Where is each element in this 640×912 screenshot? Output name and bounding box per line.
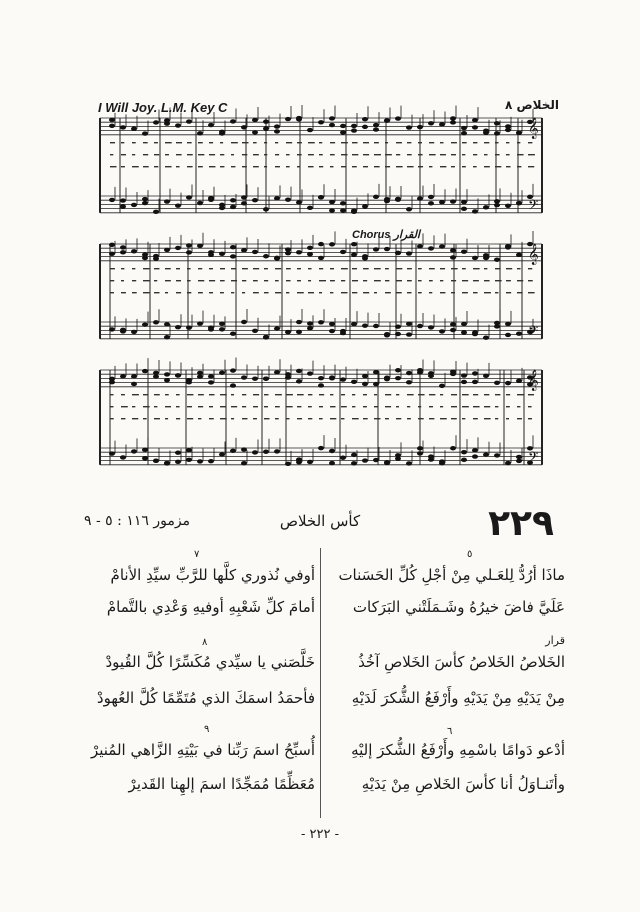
page-number: - ٢٢٢ - — [300, 827, 339, 842]
lyric-line: ماذَا أرُدُّ لِلعَـلي مِنْ أجْلِ كُلِّ الحَسَنات — [338, 566, 565, 584]
svg-text:𝄞: 𝄞 — [528, 370, 539, 391]
svg-text:𝄢: 𝄢 — [528, 323, 539, 342]
svg-text:𝄞: 𝄞 — [528, 244, 539, 265]
lyric-line: عَلَيَّ فاضَ خيرُهُ وشَـمَلَتْني البَرَكات — [352, 598, 565, 616]
verse-number: ٩ — [204, 724, 210, 735]
lyric-line: وأتَنـاوَلُ أنا كأسَ الخَلاصِ مِنْ يَدَيْهِ — [361, 775, 565, 793]
verse-number: ٧ — [194, 549, 200, 560]
chorus-label: قرار — [545, 634, 565, 647]
lyric-line: أمامَ كلِّ شَعْبِهِ أوفيهِ وَعْدِي بالتَّمامْ — [106, 598, 315, 616]
scripture-reference: مزمور ١١٦ : ٥ - ٩ — [84, 513, 191, 529]
verse-number: ٦ — [447, 726, 453, 737]
svg-text:𝄢: 𝄢 — [528, 197, 539, 216]
lyric-line: خَلَّصَني يا سيِّدي مُكَسِّرًا كُلَّ القُيودْ — [105, 653, 315, 671]
chorus-arabic-label: القرار — [393, 229, 420, 241]
hymn-title: كأس الخلاص — [279, 512, 361, 530]
svg-text:𝄢: 𝄢 — [528, 449, 539, 468]
lyric-line: مُعَظِّمًا مُمَجِّدًا اسمَ إلهِنا القَديرْ — [128, 775, 315, 793]
lyric-line: مِنْ يَدَيْهِ مِنْ يَدَيْهِ وأَرْفَعُ الشُّكرَ لَدَيْهِ — [351, 689, 565, 707]
svg-text:𝄞: 𝄞 — [528, 118, 539, 139]
lyric-line: أدْعو دَوامًا باسْمِهِ وأَرْفَعُ الشُّكرَ إليْهِ — [351, 741, 565, 759]
music-english-title: I Will Joy. L.M. Key C — [98, 100, 228, 115]
lyric-line: فأحمَدُ اسمَكَ الذي مُتَمِّمًا كُلَّ العُهودْ — [96, 689, 315, 707]
column-divider — [320, 548, 321, 818]
hymn-number: ٢٢٩ — [488, 503, 554, 544]
verse-number: ٨ — [202, 637, 208, 648]
music-arabic-title: الخلاص ٨ — [505, 98, 560, 112]
lyric-line: الخَلاصُ الخَلاصُ كأسَ الخَلاصِ آخُذُ — [358, 653, 565, 671]
lyric-line: أُسبِّحُ اسمَ رَبِّنا في بَيْتِهِ الزَّاهي المُنيرْ — [90, 741, 315, 759]
verse-number: ٥ — [467, 549, 473, 560]
chorus-english-label: Chorus — [352, 229, 391, 241]
lyric-line: أوفي نُذوري كلَّها للرَّبِّ سيِّدِ الأنامْ — [110, 566, 315, 584]
